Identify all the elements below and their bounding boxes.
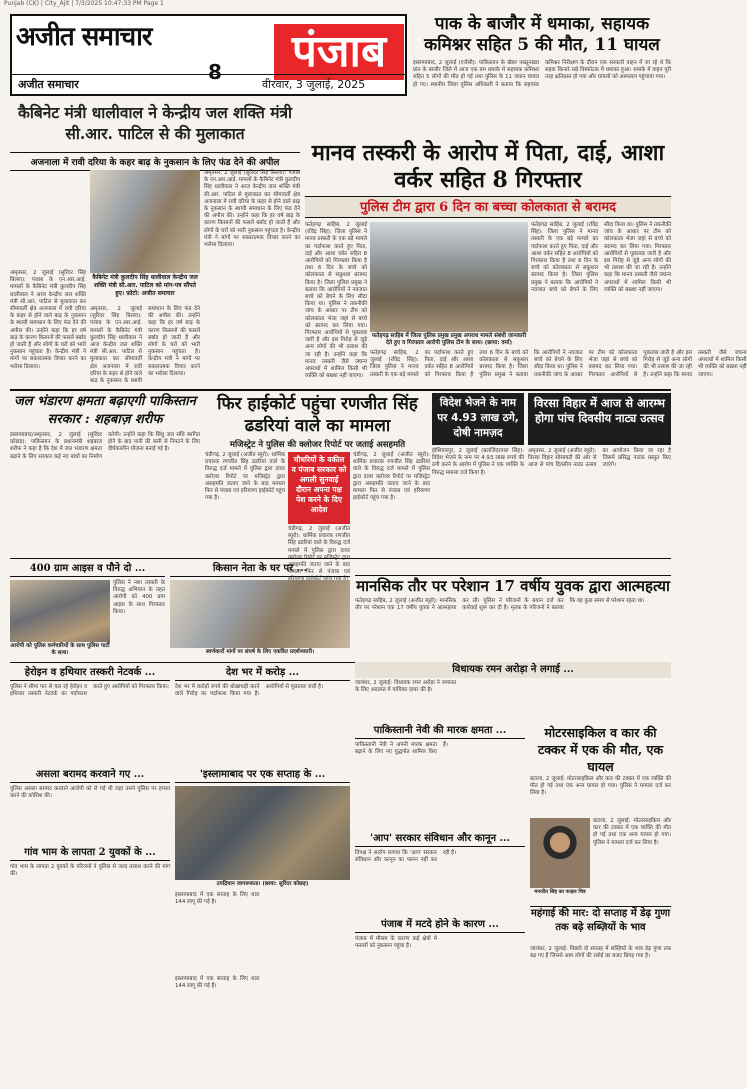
natya-body: अमृतसर, 2 जुलाई (अजीत ब्यूरो): विरसा विहार सोसायटी की ओर से आज से पांच दिवसीय नाट्य उत्सव का आयोजन किया जा रहा है जिसमें प्रसिद्ध नाटक प्रस्तुत किए जाएंगे। [528, 448, 671, 469]
headline: मानव तस्करी के आरोप में पिता, दाई, आशा वर्कर सहित 8 गिरफ्तार [311, 140, 665, 193]
highcourt-body-1: चंडीगढ़, 2 जुलाई (अजीत ब्यूरो): धार्मिक प्रचारक रणजीत सिंह ढडरियां वाले के विरुद्ध दर्ज मामले में पुलिस द्वारा दायर क्लोजर रिपोर्ट पर मजिस्ट्रेट द्वारा असहमति जताए जाने के बाद मामला फिर से पंजाब एवं हरियाणा हाईकोर्ट पहुंच गया है। [205, 452, 285, 502]
article-natya-headline [528, 393, 671, 445]
subheadline: अजनाला में रावी दरिया के कहर बाढ़ के नुकसान के लिए फंड देने की अपील [30, 158, 280, 168]
headline: 'इस्लामाबाद पर एक सप्ताह के ... [175, 768, 350, 783]
kisan-caption: स्वर्णकारों मांगों पर संघर्ष के लिए एकत्रित प्रदर्शनकारी। [205, 649, 315, 655]
motorcycle-caption: मनजीत सिंह का फाइल चित्र [534, 889, 586, 895]
headline: विधायक रमन अरोड़ा ने लगाई ... [452, 664, 574, 675]
section-name: पंजाब [274, 24, 404, 80]
islamabad-photo [175, 786, 350, 880]
cabinet-body: अमृतसर, 2 जुलाई (सुरिंदर सिंह बिल्ला): पंजाब के एन.आर.आई. मामलों के कैबिनेट मंत्री कुलदीप सिंह धालीवाल ने आज केन्द्रीय जल शक्ति मंत्री सी.आर. पाटिल से मुलाकात कर सीमावर्ती क्षेत्र अजनाला में रावी दरिया के कहर से होने वाले बाढ़ के नुकसान के स्थायी समाधान के लिए फंड देने की अपील की। उन्होंने कहा कि हर वर्ष बाढ़ के कारण किसानों की फसलें बर्बाद हो जाती हैं और लोगों के घरों को भारी नुकसान पहुंचता है। केन्द्रीय मंत्री ने मांगों पर सकारात्मक विचार करने का भरोसा दिलाया। [10, 270, 86, 370]
masthead [10, 14, 407, 96]
article-desh [175, 666, 350, 681]
cabinet-subhead [10, 152, 300, 171]
headline: किसान नेता के घर पर ... [170, 562, 350, 577]
motorcycle-body-1: बटाला, 2 जुलाई: मोटरसाइकिल और कार की टक्कर में एक व्यक्ति की मौत हो गई तथा एक अन्य घायल हो गया। पुलिस ने मामला दर्ज कर लिया है। [530, 776, 671, 797]
article-videsh-headline [432, 393, 524, 445]
article-islamabad [175, 768, 350, 783]
article-motorcycle [530, 724, 671, 775]
headline: मोटरसाइकिल व कार की टक्कर में एक की मौत, एक घायल [537, 725, 664, 774]
subheadline: पुलिस टीम द्वारा 6 दिन का बच्चा कोलकाता से बरामद [360, 200, 616, 215]
islamabad-body-2: इस्लामाबाद में एक सप्ताह के लिए धारा 144 लागू की गई है। [175, 976, 260, 990]
divider [10, 558, 671, 559]
article-bajaur [413, 14, 671, 134]
motorcycle-portrait [530, 818, 590, 888]
cabinet-photo [90, 170, 200, 273]
paper-name: अजीत समाचार [16, 22, 152, 52]
headline: महंगाई की मार: दो सप्ताह में डेढ़ गुणा तक बढ़े सब्ज़ियों के भाव [530, 908, 671, 933]
videsh-body: होशियारपुर, 2 जुलाई (बलजिंदरपाल सिंह): विदेश भेजने के नाम पर 4.93 लाख रुपये की ठगी करने के आरोप में पुलिस ने एक व्यक्ति के विरुद्ध मामला दर्ज किया है। [432, 448, 524, 476]
article-trafficking [305, 140, 671, 194]
headline: पाक के बाजौर में धमाका, सहायक कमिश्नर सहित 5 की मौत, 11 घायल [424, 14, 660, 55]
aap-body: विपक्ष ने आरोप लगाया कि 'आप' सरकार संविधान और कानून का पालन नहीं कर रही है। [355, 850, 457, 864]
main-caption: फतेहगढ़ साहिब में जिला पुलिस प्रमुख प्रमुख अपराध मामले संबंधी जानकारी देते हुए व गिरफ्तार आरोपी पुलिस टीम के साथ। (छाया: वर्मा) [371, 333, 527, 346]
main-photo [370, 222, 528, 332]
subheadline: मजिस्ट्रेट ने पुलिस की क्लोजर रिपोर्ट पर जताई असहमति [229, 440, 406, 450]
highcourt-body-2: चंडीगढ़, 2 जुलाई (अजीत ब्यूरो): धार्मिक प्रचारक रणजीत सिंह ढडरियां वाले के विरुद्ध दर्ज मामले में पुलिस द्वारा दायर असहमति जताए जाने के बाद मामला फिर से पंजाब एवं [288, 526, 350, 576]
headline: मानसिक तौर पर परेशान 17 वर्षीय युवक द्वारा आत्महत्या [356, 577, 670, 595]
400gram-photo [10, 580, 110, 642]
headline: पाकिस्तानी नेवी की मारक क्षमता ... [355, 724, 525, 739]
islamabad-body: इस्लामाबाद में एक सप्ताह के लिए धारा 144 लागू की गई है। [175, 892, 260, 906]
page-slug: Punjab (CK) | City_Ajit | 7/3/2025 10:47:33 PM Page 1 [4, 0, 164, 7]
headline: 400 ग्राम आइस व पौने दो ... [10, 562, 165, 577]
jal-body: इस्लामाबाद/अमृतसर, 2 जुलाई (सुरिंदर कोछड़): पाकिस्तान के प्रधानमंत्री शहबाज़ शरीफ ने कहा है कि देश में जल भंडारण क्षमता बढ़ाने के लिए सरकार कई नए बांधों का निर्माण करेगी। उन्होंने कहा कि सिंधु जल संधि स्थगित होने के बाद पानी की कमी से निपटने के लिए दीर्घकालीन योजना बनाई गई है। [10, 432, 200, 460]
divider [10, 389, 671, 391]
kisan-photo [170, 580, 350, 648]
cabinet-body-3: अमृतसर, 2 जुलाई (सुरिंदर सिंह बिल्ला): पंजाब के एन.आर.आई. मामलों के कैबिनेट मंत्री कुलदीप सिंह धालीवाल ने आज केन्द्रीय जल शक्ति मंत्री सी.आर. पाटिल से मुलाकात कर सीमावर्ती क्षेत्र अजनाला में रावी दरिया के कहर से होने वाले बाढ़ के नुकसान के स्थायी समाधान के लिए फंड देने की अपील की। उन्होंने कहा कि हर वर्ष बाढ़ के कारण किसानों की फसलें बर्बाद हो जाती हैं और लोगों के घरों को भारी नुकसान पहुंचता है। केन्द्रीय मंत्री ने मांगों पर सकारात्मक विचार करने का भरोसा दिलाया। [90, 306, 200, 385]
issue-date: वीरवार, 3 जुलाई, 2025 [262, 78, 366, 91]
headline: देश भर में करोड़ ... [175, 666, 350, 681]
heroin-body: पुलिस ने सीमा पार से चल रहे हेरोइन व हथियार तस्करी नेटवर्क का पर्दाफाश करते हुए आरोपियों को गिरफ्तार किया। [10, 684, 169, 698]
highcourt-body-3: चंडीगढ़, 2 जुलाई (अजीत ब्यूरो): धार्मिक प्रचारक रणजीत सिंह ढडरियां वाले के विरुद्ध दर्ज मामले में पुलिस द्वारा दायर क्लोजर रिपोर्ट पर मजिस्ट्रेट द्वारा असहमति जताए जाने के बाद मामला फिर से पंजाब एवं हरियाणा हाईकोर्ट पहुंच गया है। [353, 452, 430, 502]
headline: विरसा विहार में आज से आरम्भ होगा पांच दिवसीय नाट्य उत्सव [534, 396, 665, 425]
article-matdaan [355, 918, 525, 933]
article-mehngai [530, 906, 671, 935]
article-asla [10, 768, 170, 783]
main-body-1: फतेहगढ़ साहिब, 2 जुलाई (रविंद्र सिंह): जिला पुलिस ने मानव तस्करी के एक बड़े मामले का पर्दाफाश करते हुए पिता, दाई और आशा वर्कर सहित 8 आरोपियों को गिरफ्तार किया है तथा 6 दिन के बच्चे को कोलकाता से सकुशल बरामद किया है। जिला पुलिस प्रमुख ने बताया कि आरोपियों ने नवजात बच्चे को बेचने के लिए सौदा किया था। पुलिस ने तकनीकी जांच के आधार पर टीम को कोलकाता भेजा जहां से बच्चे को बरामद कर लिया गया। गिरफ्तार आरोपियों से पूछताछ जारी है और इस गिरोह से जुड़े अन्य लोगों की भी तलाश की जा रही है। उन्होंने कहा कि मानव तस्करी जैसे जघन्य अपराधों में शामिल किसी भी व्यक्ति को बख्शा नहीं जाएगा। [305, 222, 367, 380]
vidhayak-body: जालंधर, 2 जुलाई: विधायक रमन अरोड़ा ने जमानत के लिए अदालत में याचिका दायर की है। [355, 680, 457, 694]
matdaan-body: पंजाब में मौसम के कारण कई क्षेत्रों में फसलों को नुकसान पहुंचा है। [355, 936, 437, 950]
desh-body: देश भर में करोड़ों रुपये की धोखाधड़ी करने वाले गिरोह का पर्दाफाश किया गया है। आरोपियों से पूछताछ जारी है। [175, 684, 324, 698]
headline: गांव भाम के लापता 2 युवकों के ... [10, 846, 170, 861]
headline: 'आप' सरकार संविधान और कानून ... [355, 832, 525, 847]
headline: जल भंडारण क्षमता बढ़ाएगी पाकिस्तान सरकार : शहबाज़ शरीफ [14, 394, 196, 427]
article-vidhayak [355, 662, 671, 678]
headline: हेरोइन व हथियार तस्करी नेटवर्क ... [10, 666, 170, 681]
page-number: 8 [208, 60, 222, 84]
main-body-2: फतेहगढ़ साहिब, 2 जुलाई (रविंद्र सिंह): जिला पुलिस ने मानव तस्करी के एक बड़े मामले का पर्दाफाश करते हुए पिता, दाई और आशा वर्कर सहित 8 आरोपियों को गिरफ्तार किया है तथा 6 दिन के बच्चे को कोलकाता से सकुशल बरामद किया है। जिला पुलिस प्रमुख ने बताया कि आरोपियों ने नवजात बच्चे को बेचने के लिए सौदा किया था। पुलिस ने तकनीकी जांच के आधार पर टीम को कोलकाता भेजा जहां से बच्चे को बरामद कर लिया गया। गिरफ्तार आरोपियों से पूछताछ जारी है और इस गिरोह से जुड़े अन्य लोगों की भी तलाश की जा रही है। उन्होंने कहा कि मानव तस्करी जैसे जघन्य अपराधों में शामिल किसी भी व्यक्ति को बख्शा नहीं जाएगा। [370, 350, 747, 378]
headline: कैबिनेट मंत्री धालीवाल ने केन्द्रीय जल शक्ति मंत्री सी.आर. पाटिल से की मुलाकात [17, 103, 293, 143]
article-400gram [10, 562, 165, 576]
article-heroin [10, 666, 170, 681]
islamabad-caption: उपद्रियान जागरूकता। (छाया: सुरिंदर कोछड़) [216, 881, 309, 887]
400gram-body: पुलिस ने नशा तस्करी के विरुद्ध अभियान के तहत आरोपी को 400 ग्राम आइस के साथ गिरफ्तार किया। [113, 580, 165, 615]
gaon-body: गांव भाम के लापता 2 युवकों के परिजनों ने पुलिस से जल्द तलाश करने की मांग की। [10, 864, 170, 878]
article-cabinet [10, 102, 300, 144]
article-kisan [170, 562, 350, 576]
article-mansik [355, 575, 671, 596]
main-subhead-bar [305, 196, 671, 218]
motorcycle-body-2: बटाला, 2 जुलाई: मोटरसाइकिल और कार की टक्कर में एक व्यक्ति की मौत हो गई तथा एक अन्य घायल हो गया। पुलिस ने मामला दर्ज कर लिया है। [593, 818, 671, 846]
mehngai-body: जालंधर, 2 जुलाई: पिछले दो सप्ताह में सब्ज़ियों के भाव डेढ़ गुणा तक बढ़ गए हैं जिससे आम लोगों की रसोई का बजट बिगड़ गया है। [530, 946, 671, 960]
asla-body: पुलिस असला बरामद करवाने आरोपी को ले गई थी जहां उसने पुलिस पर हमला करने की कोशिश की। [10, 786, 170, 800]
article-highcourt [205, 393, 430, 450]
headline: विदेश भेजने के नाम पर 4.93 लाख ठगे, दोषी नामज़द [437, 397, 519, 439]
paper-subname: अजीत समाचार [18, 78, 79, 91]
article-gaon [10, 846, 170, 861]
article-body: इस्लामाबाद, 2 जुलाई (एजेंसी): पाकिस्तान के खैबर पख्तूनख्वा प्रांत के बाजौर जिले में आज एक बम धमाके में सहायक कमिश्नर सहित 5 लोगों की मौत हो गई तथा पुलिस के 11 जवान घायल हो गए। स्थानीय जिला पुलिस अधिकारी ने बताया कि सहायक कमिश्नर निरीक्षण के दौरान एक सरकारी वाहन में जा रहे थे कि सड़क किनारे रखे विस्फोटक में धमाका हुआ। धमाके में वाहन पूरी तरह क्षतिग्रस्त हो गया और घायलों को अस्पताल पहुंचाया गया। [413, 60, 671, 88]
cabinet-body-2: अमृतसर, 2 जुलाई (सुरिंदर सिंह बिल्ला): पंजाब के एन.आर.आई. मामलों के कैबिनेट मंत्री कुलदीप सिंह धालीवाल ने आज केन्द्रीय जल शक्ति मंत्री सी.आर. पाटिल से मुलाकात कर सीमावर्ती क्षेत्र अजनाला में रावी दरिया के कहर से होने वाले बाढ़ के नुकसान के स्थायी समाधान के लिए फंड देने की अपील की। उन्होंने कहा कि हर वर्ष बाढ़ के कारण किसानों की फसलें बर्बाद हो जाती हैं और लोगों के घरों को भारी नुकसान पहुंचता है। केन्द्रीय मंत्री ने मांगों पर सकारात्मक विचार करने का भरोसा दिलाया। [204, 170, 300, 249]
headline: फिर हाईकोर्ट पहुंचा रणजीत सिंह ढडरियां वाले का मामला [217, 394, 418, 436]
main-body-3: फतेहगढ़ साहिब, 2 जुलाई (रविंद्र सिंह): जिला पुलिस ने मानव तस्करी के एक बड़े मामले का पर्दाफाश करते हुए पिता, दाई और आशा वर्कर सहित 8 आरोपियों को गिरफ्तार किया है तथा 6 दिन के बच्चे को कोलकाता से सकुशल बरामद किया है। जिला पुलिस प्रमुख ने बताया कि आरोपियों ने नवजात बच्चे को बेचने के लिए सौदा किया था। पुलिस ने तकनीकी जांच के आधार पर टीम को कोलकाता भेजा जहां से बच्चे को बरामद कर लिया गया। गिरफ्तार आरोपियों से पूछताछ जारी है और इस गिरोह से जुड़े अन्य लोगों की भी तलाश की जा रही है। उन्होंने कहा कि मानव तस्करी जैसे जघन्य अपराधों में शामिल किसी भी व्यक्ति को बख्शा नहीं जाएगा। [531, 222, 671, 293]
article-aap [355, 832, 525, 847]
cabinet-caption: कैबिनेट मंत्री कुलदीप सिंह धालीवाल केन्द्रीय जल शक्ति मंत्री सी.आर. पाटिल को मांग-पत्र सौंपते हुए। फ़ोटो: अजीत समाचार [92, 274, 198, 297]
400gram-caption: आरोपी को पुलिस कर्मचारियों के साथ पुलिस पार्टी के साथ। [10, 643, 110, 656]
highcourt-callout: चौधरियों के वकील व पंजाब सरकार को अगली सुनवाई दौरान अपना पक्ष पेश करने के दिए आदेश [288, 452, 350, 524]
article-jal [10, 393, 200, 429]
headline: पंजाब में मटदे होने के कारण ... [355, 918, 525, 933]
article-navy [355, 724, 525, 739]
mansik-body: फतेहगढ़ साहिब, 2 जुलाई (अजीत ब्यूरो): मानसिक तौर पर परेशान एक 17 वर्षीय युवक ने आत्महत्या कर ली। पुलिस ने परिजनों के बयान दर्ज कर कार्रवाई शुरू कर दी है। मृतक के परिजनों ने बताया कि वह कुछ समय से परेशान रहता था। [355, 598, 645, 612]
navy-body: पाकिस्तानी नेवी ने अपनी मारक क्षमता बढ़ाने के लिए नए युद्धपोत शामिल किए हैं। [355, 742, 448, 756]
headline: असला बरामद करवाने गए ... [10, 768, 170, 783]
